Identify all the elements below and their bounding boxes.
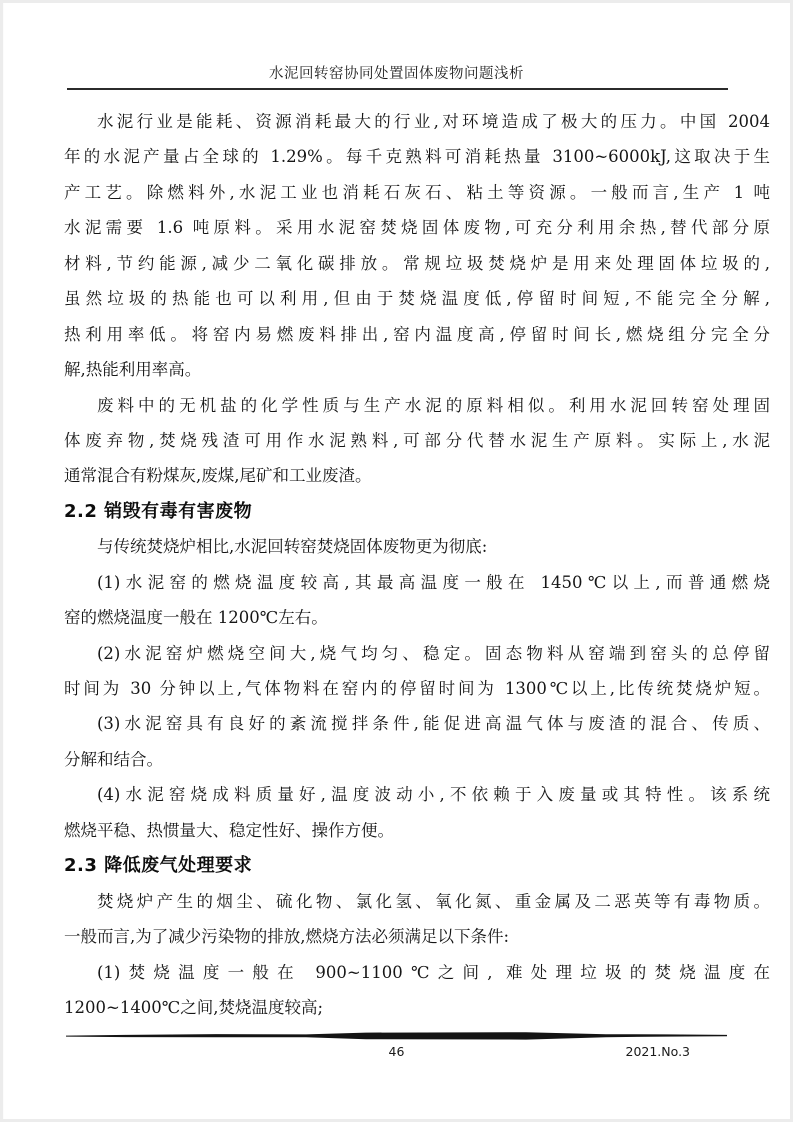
text-line: 虽然垃圾的热能也可以利用,但由于焚烧温度低,停留时间短,不能完全分解,	[64, 289, 770, 309]
text-line: 时间为 30 分钟以上,气体物料在窑内的停留时间为 1300℃以上,比传统焚烧炉短。	[64, 679, 770, 698]
text-line: (1)焚烧温度一般在 900~1100℃之间, 难处理垃圾的焚烧温度在	[97, 962, 770, 982]
text-line: 窑的燃烧温度一般在 1200℃左右。	[64, 608, 328, 628]
footer-rule	[66, 1031, 727, 1043]
text-line: (3)水泥窑具有良好的紊流搅拌条件,能促进高温气体与废渣的混合、传质、	[97, 714, 770, 734]
text-line: 年的水泥产量占全球的 1.29%。每千克熟料可消耗热量 3100~6000kJ,这取决于生	[64, 147, 770, 167]
text-line: 分解和结合。	[64, 749, 163, 769]
text-line: (4)水泥窑烧成料质量好,温度波动小,不依赖于入废量或其特性。该系统	[97, 785, 770, 805]
running-head-title: 水泥回转窑协同处置固体废物问题浅析	[269, 66, 524, 82]
text-line: 热利用率低。将窑内易燃废料排出,窑内温度高,停留时间长,燃烧组分完全分	[64, 324, 770, 344]
text-line: 水泥行业是能耗、资源消耗最大的行业,对环境造成了极大的压力。中国 2004	[97, 112, 770, 131]
section-heading: 2.3 降低废气处理要求	[64, 855, 253, 877]
page-number: 46	[388, 1044, 405, 1059]
text-line: 焚烧炉产生的烟尘、硫化物、氯化氢、氧化氮、重金属及二恶英等有毒物质。	[97, 891, 770, 911]
text-line: (1)水泥窑的燃烧温度较高,其最高温度一般在 1450℃以上,而普通燃烧	[97, 572, 770, 592]
text-line: 废料中的无机盐的化学性质与生产水泥的原料相似。利用水泥回转窑处理固	[97, 395, 770, 415]
document-body	[64, 104, 770, 1025]
text-line: 通常混合有粉煤灰,废煤,尾矿和工业废渣。	[64, 466, 372, 486]
issue-number: 2021.No.3	[625, 1044, 690, 1059]
text-line: 一般而言,为了减少污染物的排放,燃烧方法必须满足以下条件:	[64, 927, 510, 947]
header-rule	[67, 88, 728, 90]
text-line: 解,热能利用率高。	[64, 360, 202, 380]
text-line: 产工艺。除燃料外,水泥工业也消耗石灰石、粘土等资源。一般而言,生产 1 吨	[64, 182, 770, 202]
text-line: 材料,节约能源,减少二氧化碳排放。常规垃圾焚烧炉是用来处理固体垃圾的,	[64, 253, 770, 273]
text-line: 燃烧平稳、热惯量大、稳定性好、操作方便。	[64, 820, 394, 840]
text-line: 1200~1400℃之间,焚烧温度较高;	[64, 997, 324, 1017]
text-line: 与传统焚烧炉相比,水泥回转窑焚烧固体废物更为彻底:	[97, 537, 488, 557]
text-line: (2)水泥窑炉燃烧空间大,烧气均匀、稳定。固态物料从窑端到窑头的总停留	[97, 643, 770, 663]
text-line: 体废弃物,焚烧残渣可用作水泥熟料,可部分代替水泥生产原料。实际上,水泥	[64, 430, 770, 450]
section-heading: 2.2 销毁有毒有害废物	[64, 500, 253, 522]
text-line: 水泥需要 1.6 吨原料。采用水泥窑焚烧固体废物,可充分利用余热,替代部分原	[64, 218, 770, 238]
